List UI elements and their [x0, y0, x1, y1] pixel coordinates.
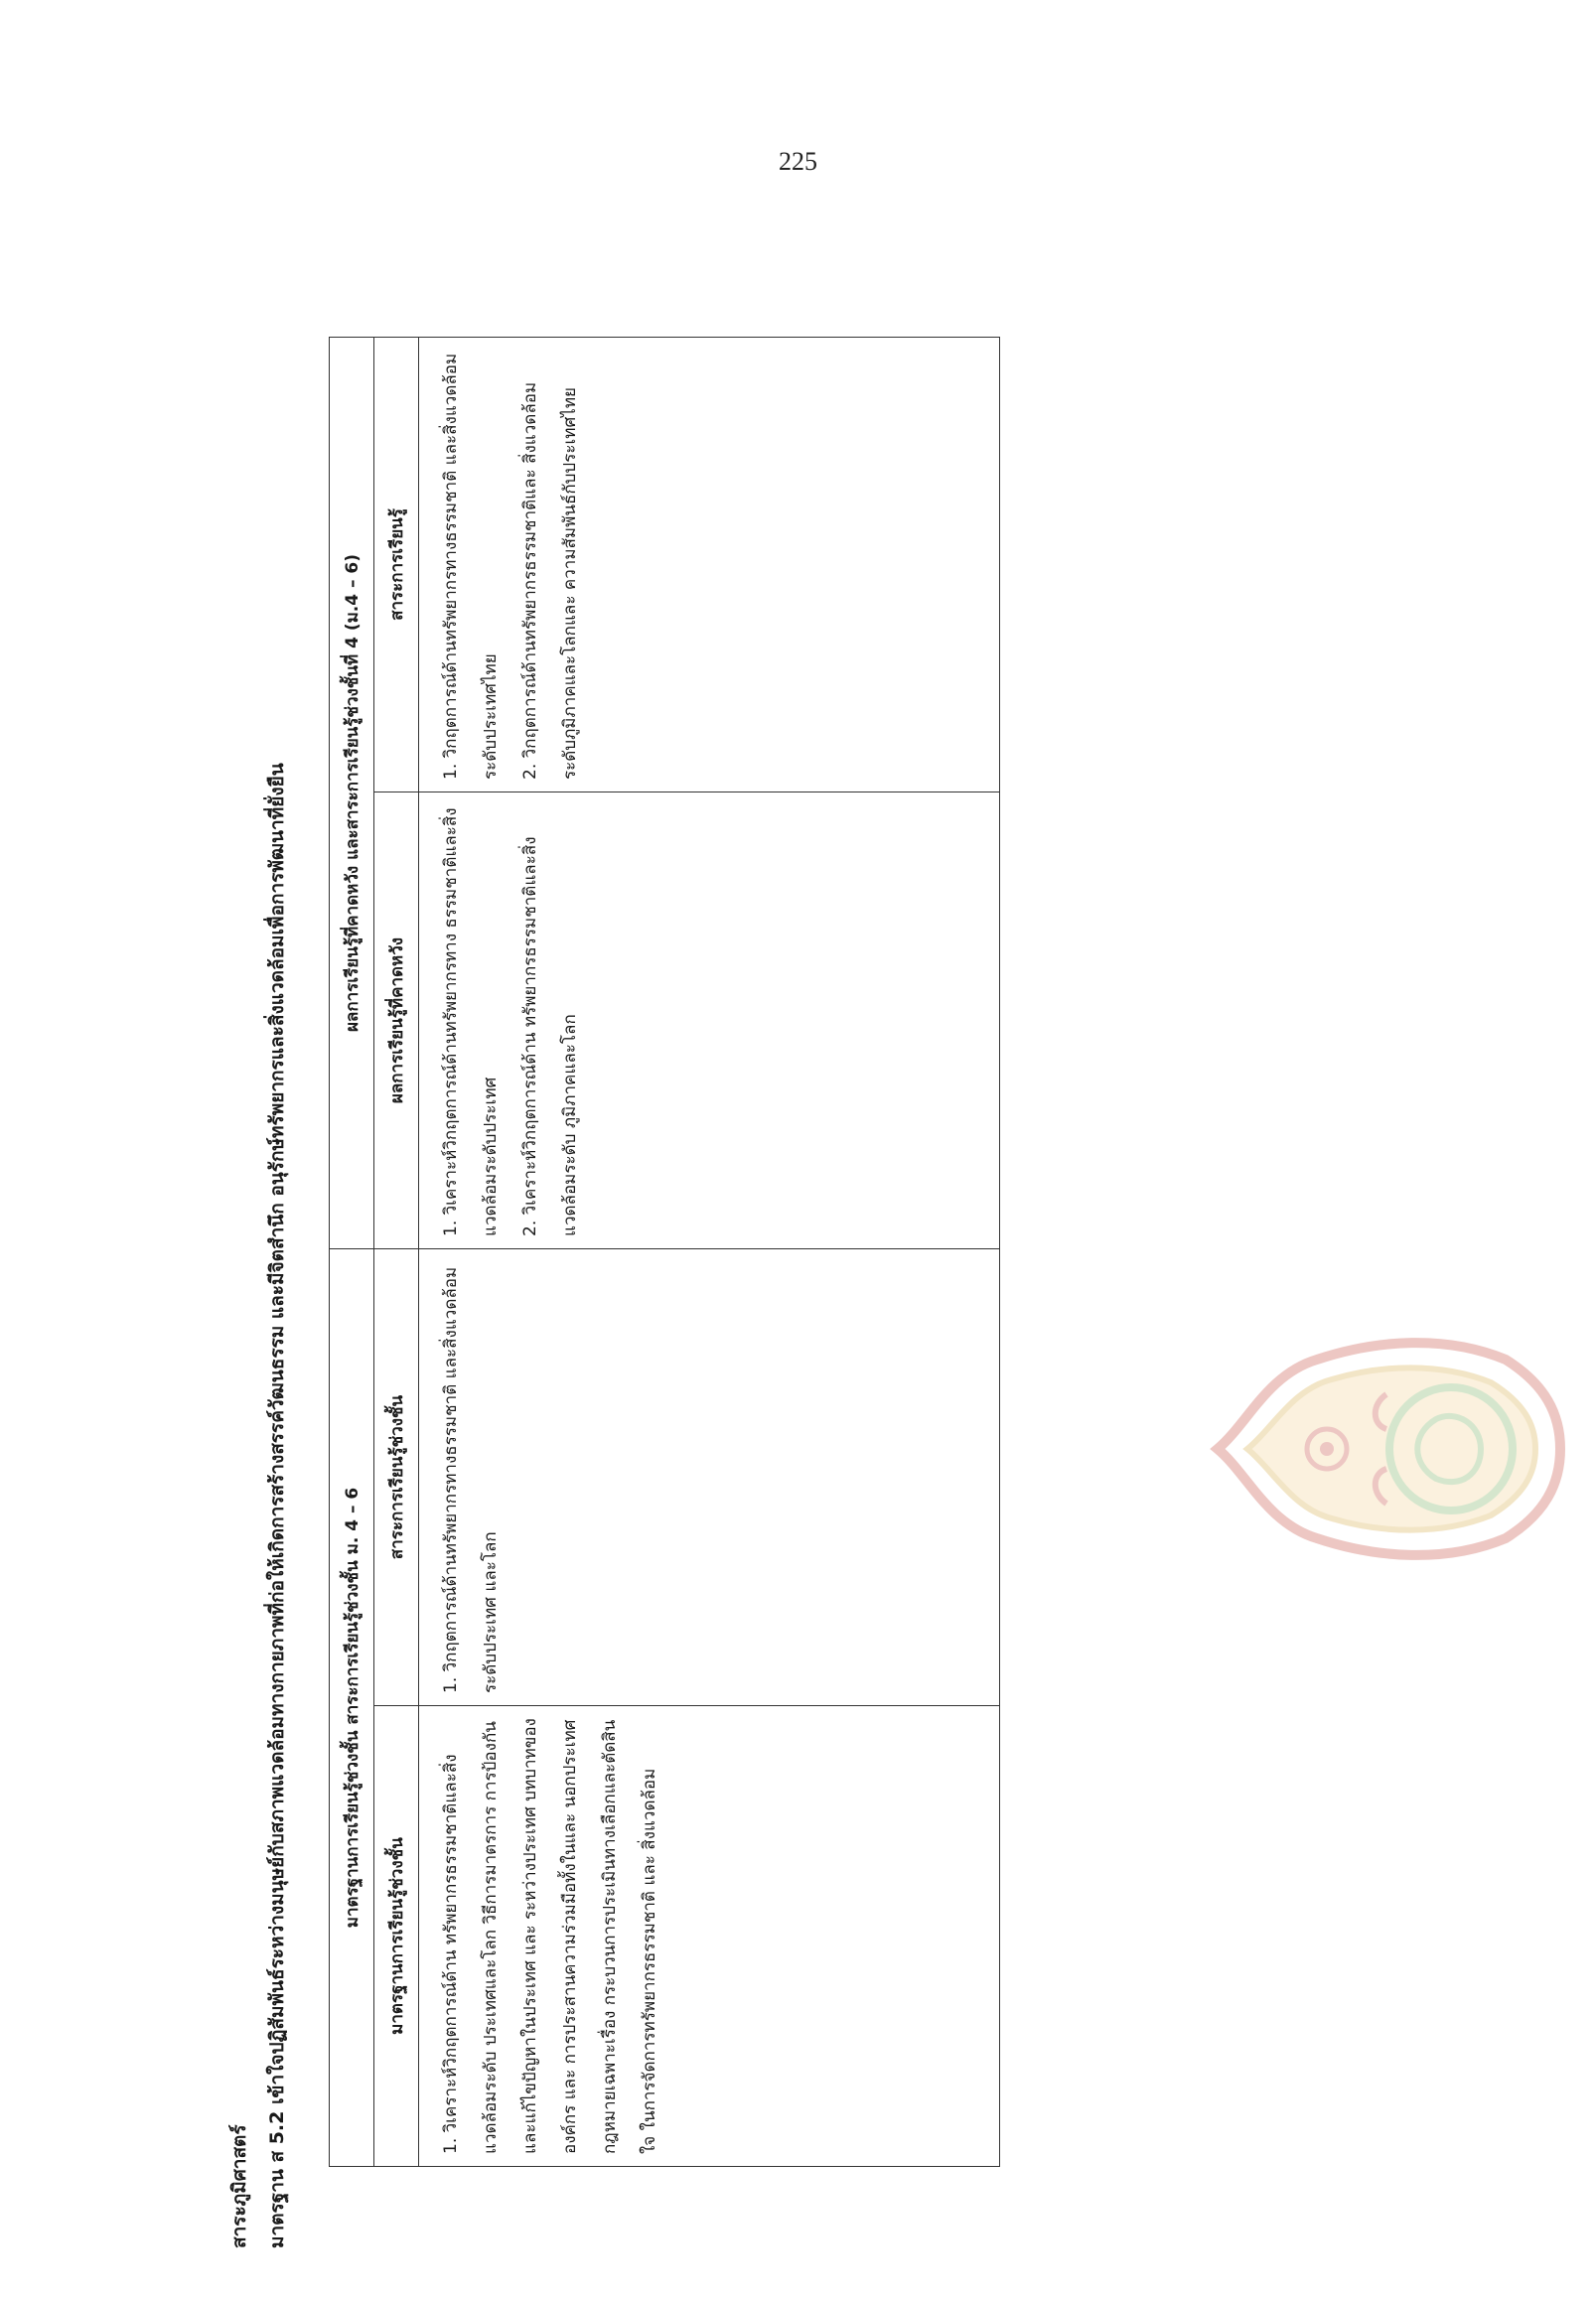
- curriculum-table: [329, 337, 1000, 2167]
- list-item: 1. วิกฤตการณ์ด้านทรัพยากรทางธรรมชาติ และสิ่งแวดล้อมระดับประเทศ และโลก: [441, 1266, 501, 1693]
- subject-heading: สาระภูมิศาสตร์: [228, 2124, 250, 2248]
- page-number: 225: [779, 147, 817, 176]
- rotated-page-content: [224, 353, 1377, 2248]
- table-cell-outcomes: [419, 792, 1000, 1249]
- table-cell-content: [419, 1249, 1000, 1706]
- column-header-row: [374, 337, 419, 2166]
- group-header-right: ผลการเรียนรู้ที่คาดหวัง และสาระการเรียนรู้ช่วงชั้นที่ 4 (ม.4 – 6): [330, 337, 374, 1248]
- list-item: 2. วิกฤตการณ์ด้านทรัพยากรธรรมชาติและ สิ่งแวดล้อมระดับภูมิภาคและโลกและ ความสัมพันธ์กับประเทศไทย: [520, 381, 580, 780]
- standard-line: มาตรฐาน ส 5.2 เข้าใจปฏิสัมพันธ์ระหว่างมนุษย์กับสภาพแวดล้อมทางกายภาพที่ก่อให้เกิดการสร้างสรรค์วัฒนธรรม และมีจิตสำนึก อนุรักษ์ทรัพยากรและสิ่งแวดล้อมเพื่อการพัฒนาที่ยั่งยืน: [266, 763, 288, 2248]
- column-header: สาระการเรียนรู้ช่วงชั้น: [374, 1249, 419, 1706]
- list-item: 1. วิกฤตการณ์ด้านทรัพยากรทางธรรมชาติ และสิ่งแวดล้อมระดับประเทศไทย: [441, 353, 501, 780]
- column-header: มาตรฐานการเรียนรู้ช่วงชั้น: [374, 1706, 419, 2167]
- table-cell-standards: [419, 1706, 1000, 2167]
- table-cell-learning-content: [419, 337, 1000, 792]
- list-item: 1. วิเคราะห์วิกฤตการณ์ด้านทรัพยากรทาง ธรรมชาติและสิ่งแวดล้อมระดับประเทศ: [441, 807, 501, 1236]
- group-header-row: [330, 337, 374, 2166]
- column-header: สาระการเรียนรู้: [374, 337, 419, 792]
- group-header-left: มาตรฐานการเรียนรู้ช่วงชั้น สาระการเรียนรู้ช่วงชั้น ม. 4 – 6: [330, 1249, 374, 2167]
- list-item: 2. วิเคราะห์วิกฤตการณ์ด้าน ทรัพยากรธรรมชาติและสิ่งแวดล้อมระดับ ภูมิภาคและโลก: [520, 836, 580, 1236]
- list-item: 1. วิเคราะห์วิกฤตการณ์ด้าน ทรัพยากรธรรมชาติและสิ่งแวดล้อมระดับ ประเทศและโลก วิธีการมาตรการ การป้องกันและแก้ไขปัญหาในประเทศ และ ระหว่างประเทศ บทบาทขององค์กร และ การประสานความร่วมมือทั้งในและ นอกประเทศ กฎหมายเฉพาะเรื่อง กระบวนการประเมินทางเลือกและตัดสินใจ ในการจัดการทรัพยากรธรรมชาติ และ สิ่งแวดล้อม: [441, 1718, 659, 2154]
- office-emblem-watermark-icon: [1208, 1325, 1565, 1573]
- table-row: [419, 337, 1000, 2166]
- column-header: ผลการเรียนรู้ที่คาดหวัง: [374, 792, 419, 1249]
